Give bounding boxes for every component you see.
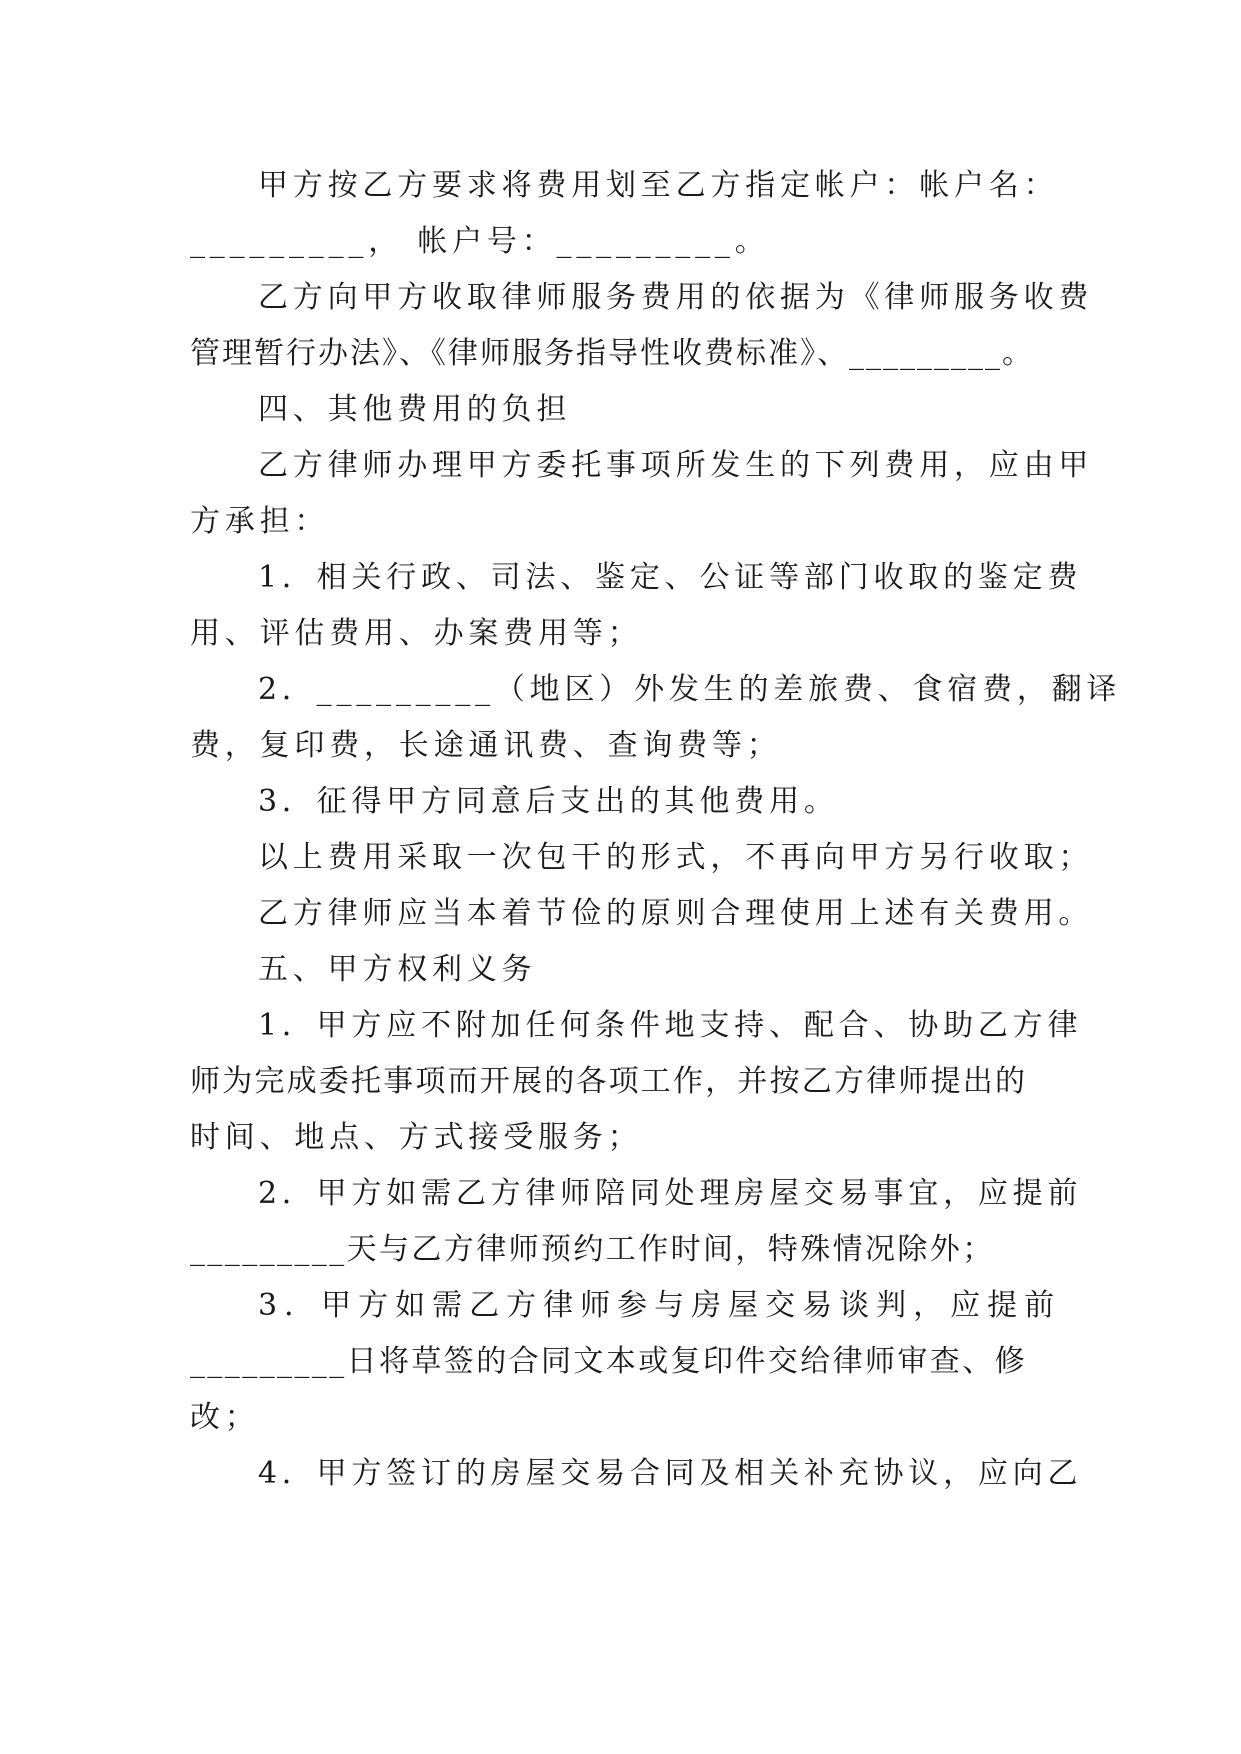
text-line-22: _________日将草签的合同文本或复印件交给律师审查、修 xyxy=(190,1344,1027,1379)
text-line-16: 1．甲方应不附加任何条件地支持、配合、协助乙方律 xyxy=(258,1008,1083,1043)
text-line-17: 师为完成委托事项而开展的各项工作，并按乙方律师提出的 xyxy=(190,1064,1028,1099)
text-line-2: _________， 帐户号：_________。 xyxy=(190,224,770,259)
text-line-19: 2．甲方如需乙方律师陪同处理房屋交易事宜，应提前 xyxy=(258,1176,1083,1211)
text-line-9: 用、评估费用、办案费用等； xyxy=(190,616,643,651)
text-line-20: _________天与乙方律师预约工作时间，特殊情况除外； xyxy=(190,1232,995,1267)
text-line-7: 方承担： xyxy=(190,504,330,539)
text-line-24: 4．甲方签订的房屋交易合同及相关补充协议，应向乙 xyxy=(258,1456,1083,1491)
text-line-11: 费，复印费，长途通讯费、查询费等； xyxy=(190,728,782,763)
section-heading-5: 五、甲方权利义务 xyxy=(258,952,537,987)
text-line-4: 管理暂行办法》、《律师服务指导性收费标准》、_________。 xyxy=(190,336,1034,371)
text-line-8: 1．相关行政、司法、鉴定、公证等部门收取的鉴定费 xyxy=(258,560,1083,595)
text-line-1: 甲方按乙方要求将费用划至乙方指定帐户：帐户名： xyxy=(258,168,1059,203)
text-line-6: 乙方律师办理甲方委托事项所发生的下列费用，应由甲 xyxy=(258,448,1094,483)
text-line-3: 乙方向甲方收取律师服务费用的依据为《律师服务收费 xyxy=(258,280,1094,315)
text-line-23: 改； xyxy=(190,1400,260,1435)
text-line-10: 2．_________（地区）外发生的差旅费、食宿费，翻译 xyxy=(258,672,1122,707)
text-line-14: 乙方律师应当本着节俭的原则合理使用上述有关费用。 xyxy=(258,896,1094,931)
text-line-13: 以上费用采取一次包干的形式，不再向甲方另行收取； xyxy=(258,840,1094,875)
text-line-12: 3．征得甲方同意后支出的其他费用。 xyxy=(258,784,839,819)
text-line-18: 时间、地点、方式接受服务； xyxy=(190,1120,643,1155)
text-line-21: 3．甲方如需乙方律师参与房屋交易谈判，应提前 xyxy=(258,1288,1062,1323)
section-heading-4: 四、其他费用的负担 xyxy=(258,392,572,427)
